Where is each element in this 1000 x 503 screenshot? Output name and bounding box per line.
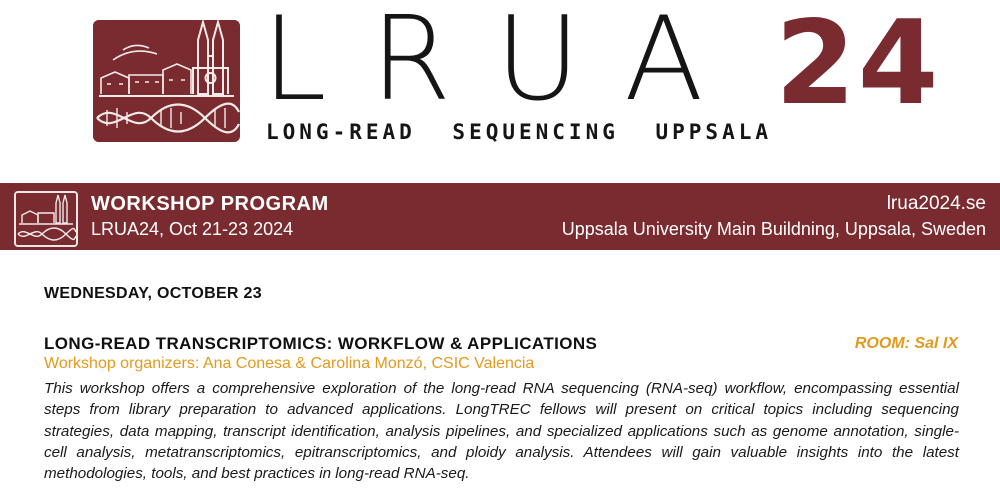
conference-subtitle: LONG-READ SEQUENCING UPPSALA xyxy=(266,120,773,144)
workshop-description: This workshop offers a comprehensive exploration of the long-read RNA sequencing (RNA-seq) workflow, encompassing essential steps from library preparation to advanced applications. LongTREC fellows will present on critical topics including sequencing strategies, data mapping, transcript identification, analysis pipelines, and specialized applications such as genome annotation, single-cell analysis, metatranscriptomics, epitranscriptomics, and ploidy analysis. Attendees will gain valuable insights into the latest methodologies, tools, and best practices in long-read RNA-seq. xyxy=(44,380,959,483)
workshop-title: LONG-READ TRANSCRIPTOMICS: WORKFLOW & APPLICATIONS xyxy=(44,334,598,353)
day-heading: WEDNESDAY, OCTOBER 23 xyxy=(44,285,262,302)
venue-text: Uppsala University Main Buildning, Uppsala, Sweden xyxy=(561,219,986,239)
conference-title: LRUA xyxy=(262,0,748,127)
room-label: ROOM: Sal IX xyxy=(854,335,958,352)
banner-dates: LRUA24, Oct 21-23 2024 xyxy=(91,219,294,239)
banner-title: WORKSHOP PROGRAM xyxy=(91,193,329,215)
lrua-logo-icon xyxy=(93,20,240,142)
program-banner xyxy=(0,183,1000,250)
conference-year: 24 xyxy=(775,0,941,131)
workshop-organizers: Workshop organizers: Ana Conesa & Carolina Monzó, CSIC Valencia xyxy=(44,355,535,372)
lrua-small-logo-icon xyxy=(14,191,78,247)
website-link[interactable]: lrua2024.se xyxy=(886,193,986,214)
